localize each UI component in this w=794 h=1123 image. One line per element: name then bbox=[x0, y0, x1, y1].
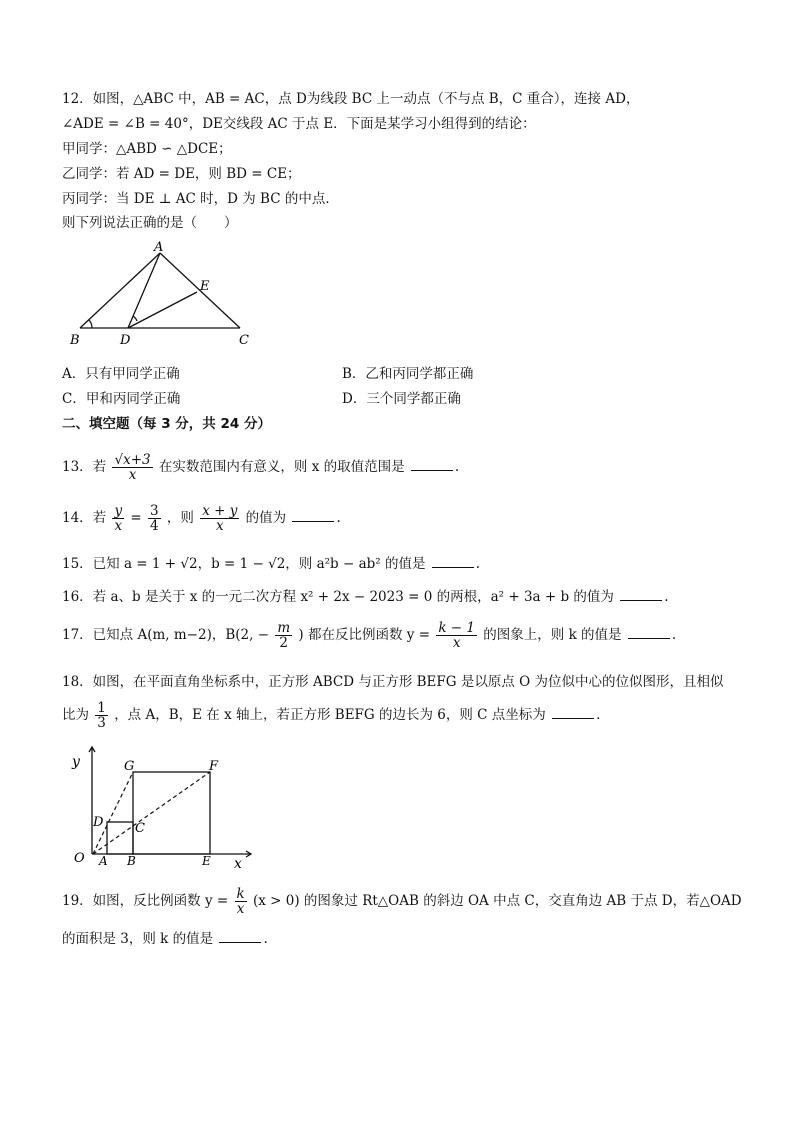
q15-end: . bbox=[475, 556, 481, 572]
q17-fraction-k-minus-1 bbox=[436, 621, 477, 650]
q19-f-denominator: x bbox=[236, 901, 245, 917]
q12-label-c: C bbox=[239, 333, 249, 348]
q16-end: . bbox=[664, 589, 669, 605]
q12-statement-jia: 甲同学：△ABD ∽ △DCE； bbox=[62, 141, 232, 157]
q19-line-1 bbox=[62, 886, 742, 916]
q14-mid: ，则 bbox=[166, 510, 194, 526]
q17-prefix: 17．已知点 A(m, m−2)，B(2, − bbox=[62, 627, 270, 643]
q17-fraction-m-over-2 bbox=[275, 621, 292, 650]
q12-label-b: B bbox=[70, 333, 80, 348]
q18-suffix: ，点 A，B，E 在 x 轴上，若正方形 BEFG 的边长为 6，则 C 点坐标为 bbox=[114, 707, 546, 723]
q17-m-denominator: 2 bbox=[279, 635, 289, 651]
q14-f2-numerator: 3 bbox=[150, 503, 159, 519]
q19-line-2 bbox=[62, 928, 268, 949]
q14-f3-numerator: x + y bbox=[202, 503, 238, 519]
q14-fraction-y-over-x bbox=[112, 504, 124, 533]
q17-f-numerator: k − 1 bbox=[438, 620, 475, 636]
q12-line-1: 12．如图，△ABC 中，AB = AC，点 D为线段 BC 上一动点（不与点 B，C 重合），连接 AD， bbox=[62, 91, 640, 107]
q12-statement-bing: 丙同学：当 DE ⊥ AC 时，D 为 BC 的中点． bbox=[62, 191, 339, 207]
q19-prefix: 19．如图，反比例函数 y = bbox=[62, 893, 229, 909]
q18-label-e: E bbox=[202, 854, 211, 868]
q17-m-numerator: m bbox=[277, 620, 291, 636]
q19-line-2-text: 的面积是 3，则 k 的值是 bbox=[62, 931, 214, 947]
q12-statement-yi: 乙同学：若 AD = DE，则 BD = CE； bbox=[62, 166, 301, 182]
q18-label-y: y bbox=[72, 754, 80, 770]
q14-fraction-3-over-4 bbox=[148, 504, 161, 533]
q12-option-b: B．乙和丙同学都正确 bbox=[342, 366, 474, 382]
q12-line-2: ∠ADE = ∠B = 40°，DE交线段 AC 于点 E．下面是某学习小组得到的结论： bbox=[62, 116, 536, 132]
q18-ratio-fraction bbox=[95, 701, 108, 730]
q14-f2-denominator: 4 bbox=[150, 518, 159, 534]
q14-answer-blank[interactable] bbox=[292, 507, 334, 522]
q17-suffix: 的图象上，则 k 的值是 bbox=[483, 627, 622, 643]
q18-ratio-denominator: 3 bbox=[97, 715, 106, 731]
q19-f-numerator: k bbox=[236, 886, 245, 902]
q13-prefix: 13．若 bbox=[62, 459, 107, 475]
q12-label-d: D bbox=[120, 333, 131, 348]
q17-mid: ) 都在反比例函数 y = bbox=[298, 627, 431, 643]
q12-label-a: A bbox=[154, 240, 164, 255]
q17-end: . bbox=[671, 627, 677, 643]
q14-end: . bbox=[336, 510, 341, 526]
q15 bbox=[62, 553, 480, 574]
q13-fraction bbox=[112, 453, 152, 482]
q16-answer-blank[interactable] bbox=[620, 586, 662, 601]
q18-label-o: O bbox=[74, 851, 85, 866]
q14-f3-denominator: x bbox=[215, 518, 224, 534]
q18-prefix: 比为 bbox=[62, 707, 89, 723]
q13-fraction-denominator: x bbox=[128, 467, 137, 483]
q18-label-x: x bbox=[234, 856, 242, 870]
q14-prefix: 14．若 bbox=[62, 510, 107, 526]
q18-label-c: C bbox=[135, 821, 145, 836]
q16 bbox=[62, 586, 669, 607]
q18-line-1: 18．如图，在平面直角坐标系中，正方形 ABCD 与正方形 BEFG 是以原点 O 为位似中心的位似图形，且相似 bbox=[62, 674, 724, 690]
q12-question: 则下列说法正确的是（ ） bbox=[62, 215, 238, 231]
q12-option-c: C．甲和丙同学正确 bbox=[62, 391, 181, 407]
q19-fraction-k-over-x bbox=[235, 887, 247, 916]
q19-end: . bbox=[263, 931, 268, 947]
q18-ratio-numerator: 1 bbox=[97, 700, 106, 716]
q13-end: . bbox=[454, 459, 460, 475]
q14 bbox=[62, 503, 341, 533]
q18-label-d: D bbox=[93, 815, 104, 830]
q15-answer-blank[interactable] bbox=[432, 553, 474, 568]
q19-condition: (x > 0) 的图象过 Rt△OAB 的斜边 OA 中点 C，交直角边 AB 于点 D，若△OAD bbox=[252, 893, 742, 909]
q18-end: . bbox=[596, 707, 601, 723]
q14-equals: = bbox=[130, 510, 142, 526]
q12-label-e: E bbox=[200, 279, 210, 294]
q12-option-a: A．只有甲同学正确 bbox=[62, 366, 180, 382]
q13-answer-blank[interactable] bbox=[411, 456, 453, 471]
q17-f-denominator: x bbox=[452, 635, 461, 651]
q14-f1-denominator: x bbox=[114, 518, 123, 534]
q12-triangle-figure bbox=[62, 240, 272, 355]
q16-text: 16．若 a、b 是关于 x 的一元二次方程 x² + 2x − 2023 = 0 的两根，a² + 3a + b 的值为 bbox=[62, 589, 614, 605]
q18-line-2 bbox=[62, 698, 600, 732]
q18-label-g: G bbox=[124, 759, 135, 774]
q13-suffix: 在实数范围内有意义，则 x 的取值范围是 bbox=[158, 459, 405, 475]
q18-label-a: A bbox=[99, 854, 108, 868]
q18-coordinate-figure bbox=[62, 740, 262, 870]
q14-suffix: 的值为 bbox=[245, 510, 287, 526]
q17-answer-blank[interactable] bbox=[628, 624, 670, 639]
q13-fraction-numerator: √x+3 bbox=[114, 452, 151, 468]
q15-text: 15．已知 a = 1 + √2，b = 1 − √2，则 a²b − ab² 的值是 bbox=[62, 556, 426, 572]
q19-answer-blank[interactable] bbox=[219, 928, 261, 943]
q14-f1-numerator: y bbox=[114, 503, 123, 519]
q14-fraction-x-plus-y bbox=[200, 504, 239, 533]
q13 bbox=[62, 452, 459, 482]
q18-answer-blank[interactable] bbox=[552, 704, 594, 719]
q18-label-b: B bbox=[127, 854, 136, 868]
section-2-title: 二、填空题（每 3 分，共 24 分） bbox=[62, 416, 271, 432]
q18-label-f: F bbox=[209, 759, 219, 774]
q12-option-d: D．三个同学都正确 bbox=[342, 391, 461, 407]
q17 bbox=[62, 620, 676, 650]
